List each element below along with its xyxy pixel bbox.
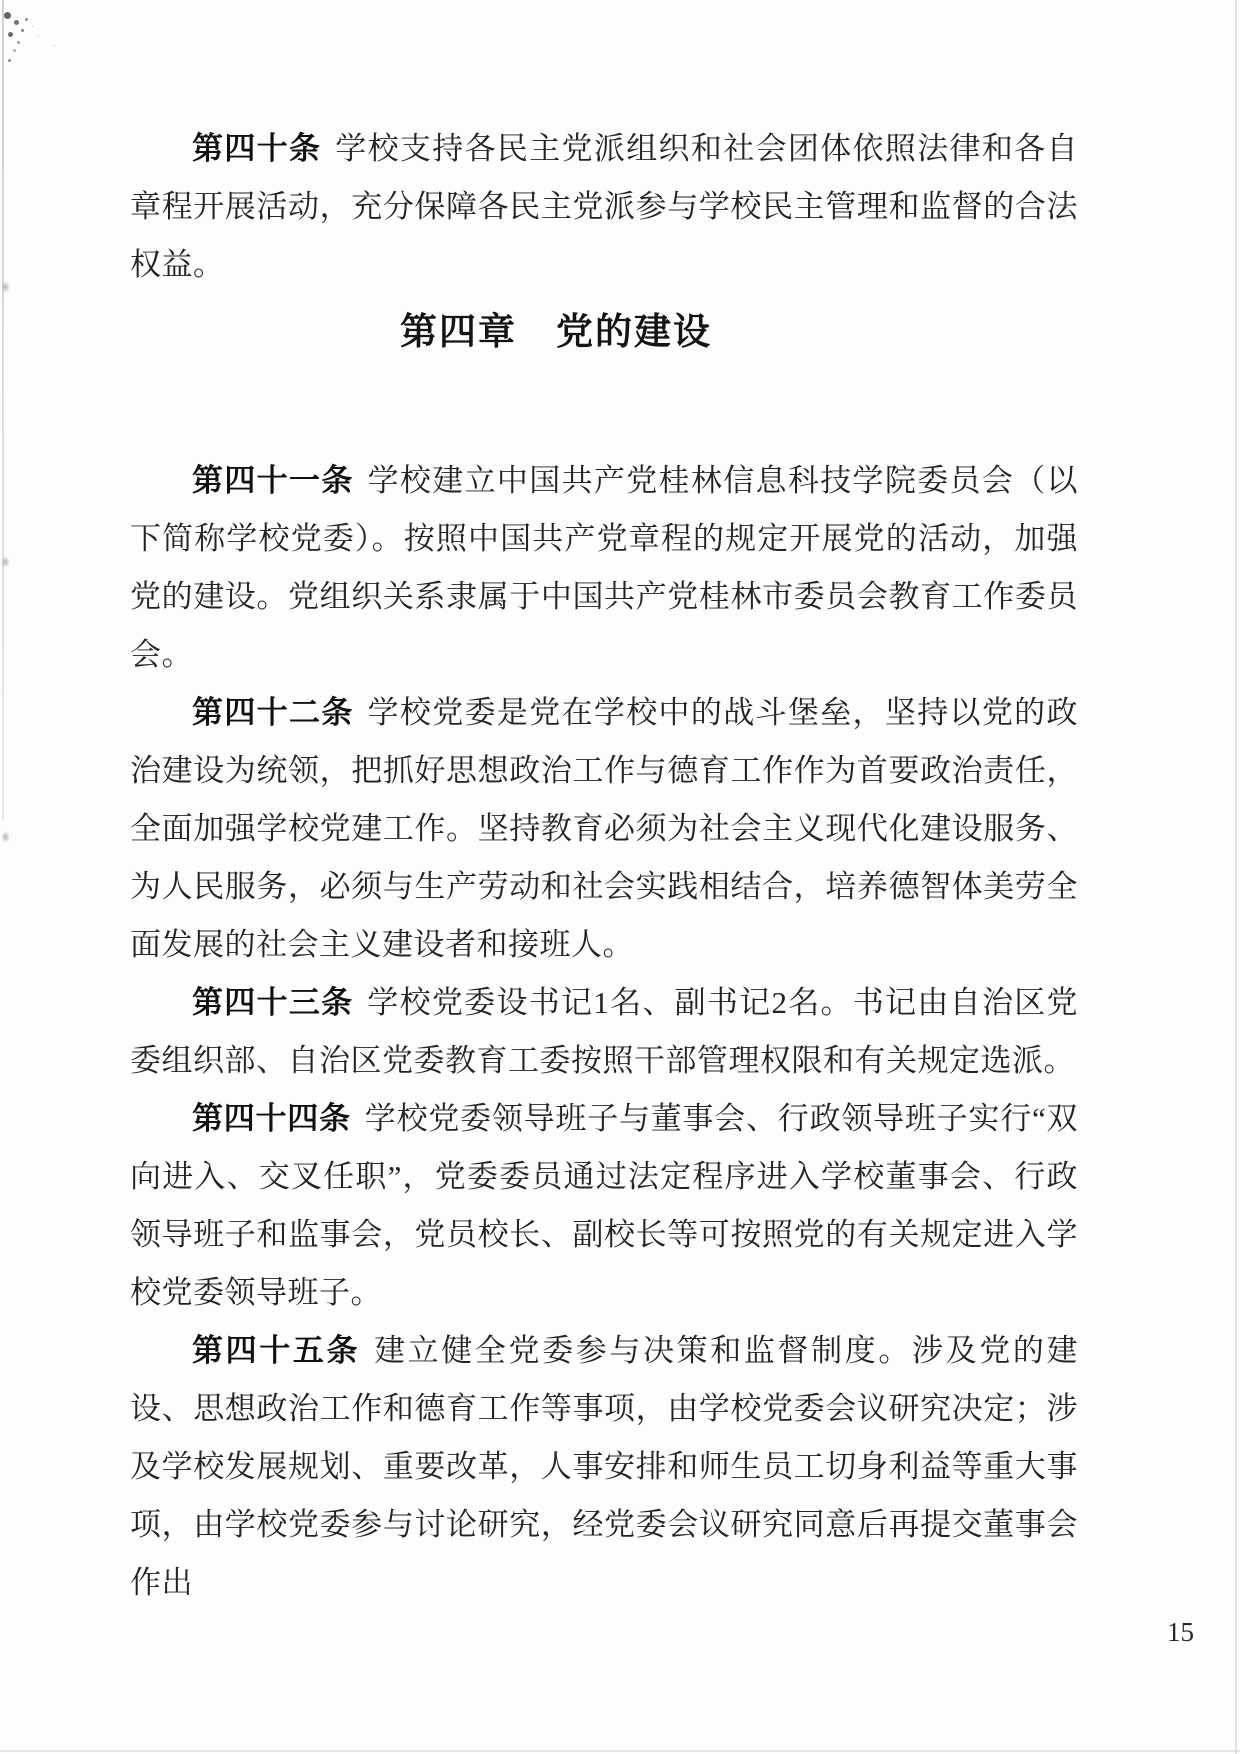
article-44-text: 学校党委领导班子与董事会、行政领导班子实行“双向进入、交叉任职”，党委委员通过法定程序进入学校董事会、行政领导班子和监事会，党员校长、副校长等可按照党的有关规定进入学校党委领导班子。 (130, 1101, 1078, 1310)
article-43-text: 学校党委设书记1名、副书记2名。书记由自治区党委组织部、自治区党委教育工委按照干部管理权限和有关规定选派。 (130, 985, 1079, 1078)
scan-speck (1, 281, 10, 293)
article-41-paragraph (130, 452, 1078, 684)
article-43-number: 第四十三条 (192, 985, 354, 1020)
article-42-text: 学校党委是党在学校中的战斗堡垒，坚持以党的政治建设为统领，把抓好思想政治工作与德育工作作为首要政治责任，全面加强学校党建工作。坚持教育必须为社会主义现代化建设服务、为人民服务，必须与生产劳动和社会实践相结合，培养德智体美劳全面发展的社会主义建设者和接班人。 (130, 695, 1079, 962)
chapter-heading: 第四章 党的建设 (400, 312, 712, 353)
scan-ink-smudge (4, 12, 11, 19)
article-42-number: 第四十二条 (192, 695, 354, 730)
article-40-paragraph (130, 120, 1078, 294)
article-40-text: 学校支持各民主党派组织和社会团体依照法律和各自章程开展活动，充分保障各民主党派参与学校民主管理和监督的合法权益。 (130, 131, 1079, 282)
article-41-text: 学校建立中国共产党桂林信息科技学院委员会（以下简称学校党委）。按照中国共产党章程的规定开展党的活动，加强党的建设。党组织关系隶属于中国共产党桂林市委员会教育工作委员会。 (130, 463, 1079, 672)
page-number: 15 (1167, 1617, 1194, 1647)
scan-edge-line-right (1235, 0, 1237, 1754)
article-41-number: 第四十一条 (192, 463, 354, 498)
article-40-number: 第四十条 (192, 131, 322, 166)
article-44-paragraph (130, 1090, 1078, 1322)
article-43-paragraph (130, 974, 1078, 1090)
article-45-number: 第四十五条 (192, 1333, 361, 1368)
article-44-number: 第四十四条 (192, 1101, 351, 1136)
scan-speck (1, 556, 10, 568)
scan-edge-line-bottom (0, 1750, 1240, 1752)
article-45-text: 建立健全党委参与决策和监督制度。涉及党的建设、思想政治工作和德育工作等事项，由学校党委会议研究决定；涉及学校发展规划、重要改革，人事安排和师生员工切身利益等重大事项，由学校党委参与讨论研究，经党委会议研究同意后再提交董事会作出 (130, 1333, 1079, 1600)
scan-edge-line-left (2, 0, 4, 820)
document-body (130, 120, 1078, 1612)
article-45-paragraph (130, 1322, 1078, 1612)
article-42-paragraph (130, 684, 1078, 974)
scan-speck (1, 831, 10, 843)
